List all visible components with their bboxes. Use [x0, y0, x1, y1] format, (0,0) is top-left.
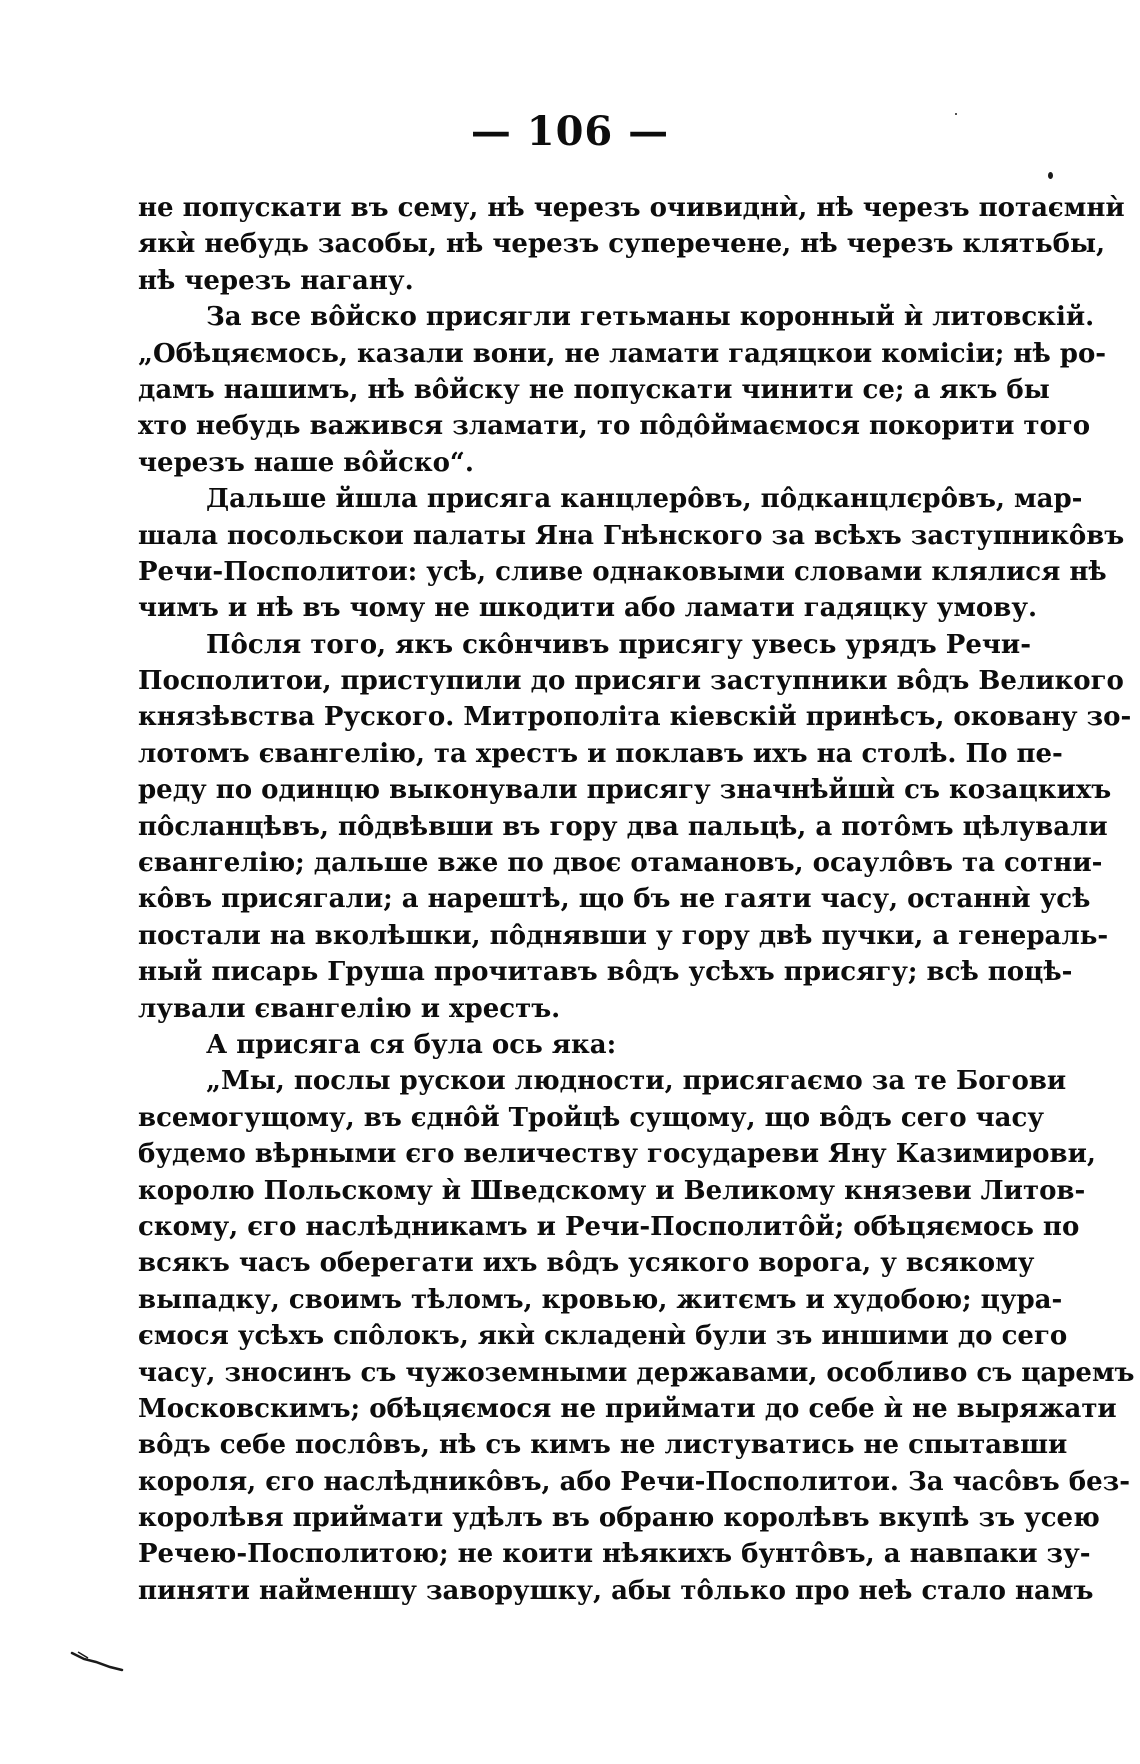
- text-line: „Мы, послы рускои людности, присягаємо за те Богови: [206, 1066, 1067, 1097]
- text-line: лотомъ євангелію, та хрестъ и поклавъ ихъ на столѣ. По пе-: [138, 738, 1063, 769]
- text-line: королю Польскому ѝ Шведскому и Великому князеви Литов-: [138, 1175, 1086, 1206]
- text-line: скому, єго наслѣдникамъ и Речи-Посполитôй; обѣцяємось по: [138, 1211, 1080, 1242]
- text-line: А присяга ся була ось яка:: [206, 1029, 617, 1060]
- text-line: будемо вѣрными єго величеству государеви Яну Казимирови,: [138, 1139, 1096, 1170]
- ink-speck-small: [955, 113, 957, 115]
- text-line: не попускати въ сему, нѣ черезъ очивиднѝ, нѣ черезъ потаємнѝ: [138, 193, 1125, 223]
- text-line: пôсланцѣвъ, пôдвѣвши въ гору два пальцѣ, а потôмъ цѣлували: [138, 811, 1108, 842]
- paragraph: [138, 1027, 1008, 1063]
- text-line: выпадку, своимъ тѣломъ, кровью, житємъ и худобою; цура-: [138, 1284, 1063, 1315]
- text-line: якѝ небудь засобы, нѣ черезъ суперечене, нѣ черезъ клятьбы,: [138, 229, 1106, 260]
- text-line: Речею-Посполитою; не коити нѣякихъ бунтôвъ, а навпаки зу-: [138, 1539, 1091, 1570]
- paragraph: [138, 190, 1125, 299]
- paragraph: [138, 481, 1125, 627]
- text-line: Речи-Посполитои: усѣ, сливе однаковыми словами клялися нѣ: [138, 556, 1107, 587]
- text-line: часу, зносинъ съ чужоземными державами, особливо съ царемъ: [138, 1357, 1135, 1388]
- text-line: нѣ черезъ нагану.: [138, 265, 414, 296]
- paragraph: [138, 627, 1132, 1027]
- body-text: [138, 190, 1135, 1609]
- text-line: чимъ и нѣ въ чому не шкодити або ламати гадяцку умову.: [138, 593, 1038, 624]
- page-number: — 106 —: [470, 108, 670, 155]
- paragraph: [138, 1063, 1135, 1609]
- text-line: ный писарь Груша прочитавъ вôдъ усѣхъ присягу; всѣ поцѣ-: [138, 957, 1073, 988]
- text-line: всякъ часъ оберегати ихъ вôдъ усякого ворога, у всякому: [138, 1248, 1035, 1279]
- text-line: пиняти найменшу заворушку, абы тôлько про неѣ стало намъ: [138, 1575, 1094, 1606]
- text-line: Дальше йшла присяга канцлерôвъ, пôдканцлєрôвъ, мар-: [206, 484, 1083, 515]
- text-line: королѣвя приймати удѣлъ въ обраню королѣвъ вкупѣ зъ усею: [138, 1503, 1100, 1534]
- text-line: шала посольскои палаты Яна Гнѣнского за всѣхъ заступникôвъ: [138, 520, 1125, 551]
- ink-speck: [1048, 172, 1053, 179]
- text-line: Посполитои, приступили до присяги заступники вôдъ Великого: [138, 666, 1124, 697]
- text-line: постали на вколѣшки, пôднявши у гору двѣ пучки, а генераль-: [138, 920, 1109, 951]
- text-line: євангелію; дальше вже по двоє отамановъ, осаулôвъ та сотни-: [138, 848, 1103, 879]
- text-line: хто небудь важився зламати, то пôдôймаємося покорити того: [138, 411, 1091, 442]
- text-line: дамъ нашимъ, нѣ вôйску не попускати чинити се; а якъ бы: [138, 374, 1050, 405]
- text-line: ємося усѣхъ спôлокъ, якѝ складенѝ були зъ иншими до сего: [138, 1321, 1068, 1352]
- text-line: реду по одинцю выконували присягу значнѣйшѝ съ козацкихъ: [138, 775, 1112, 806]
- text-line: короля, єго наслѣдникôвъ, або Речи-Посполитои. За часôвъ без-: [138, 1466, 1130, 1497]
- text-line: Московскимъ; обѣцяємося не приймати до себе ѝ не выряжати: [138, 1393, 1117, 1424]
- text-line: кôвъ присягали; а нарештѣ, що бъ не гаяти часу, останнѝ усѣ: [138, 884, 1091, 915]
- text-line: За все вôйско присягли гетьманы коронный ѝ литовскій.: [206, 302, 1095, 333]
- text-line: Пôсля того, якъ скôнчивъ присягу увесь урядъ Речи-: [206, 629, 1031, 660]
- stray-ink-mark: [70, 1650, 126, 1672]
- text-line: „Обѣцяємось, казали вони, не ламати гадяцкои комісіи; нѣ ро-: [138, 338, 1107, 369]
- text-line: всемогущому, въ єднôй Тройцѣ сущому, що вôдъ сего часу: [138, 1102, 1044, 1133]
- text-line: вôдъ себе послôвъ, нѣ съ кимъ не листуватись не спытавши: [138, 1430, 1068, 1461]
- text-line: черезъ наше вôйско“.: [138, 447, 474, 478]
- text-line: князѣвства Руского. Митрополіта кіевскій принѣсъ, оковану зо-: [138, 702, 1132, 733]
- paragraph: [138, 299, 1107, 481]
- text-line: лували євангелію и хрестъ.: [138, 993, 561, 1024]
